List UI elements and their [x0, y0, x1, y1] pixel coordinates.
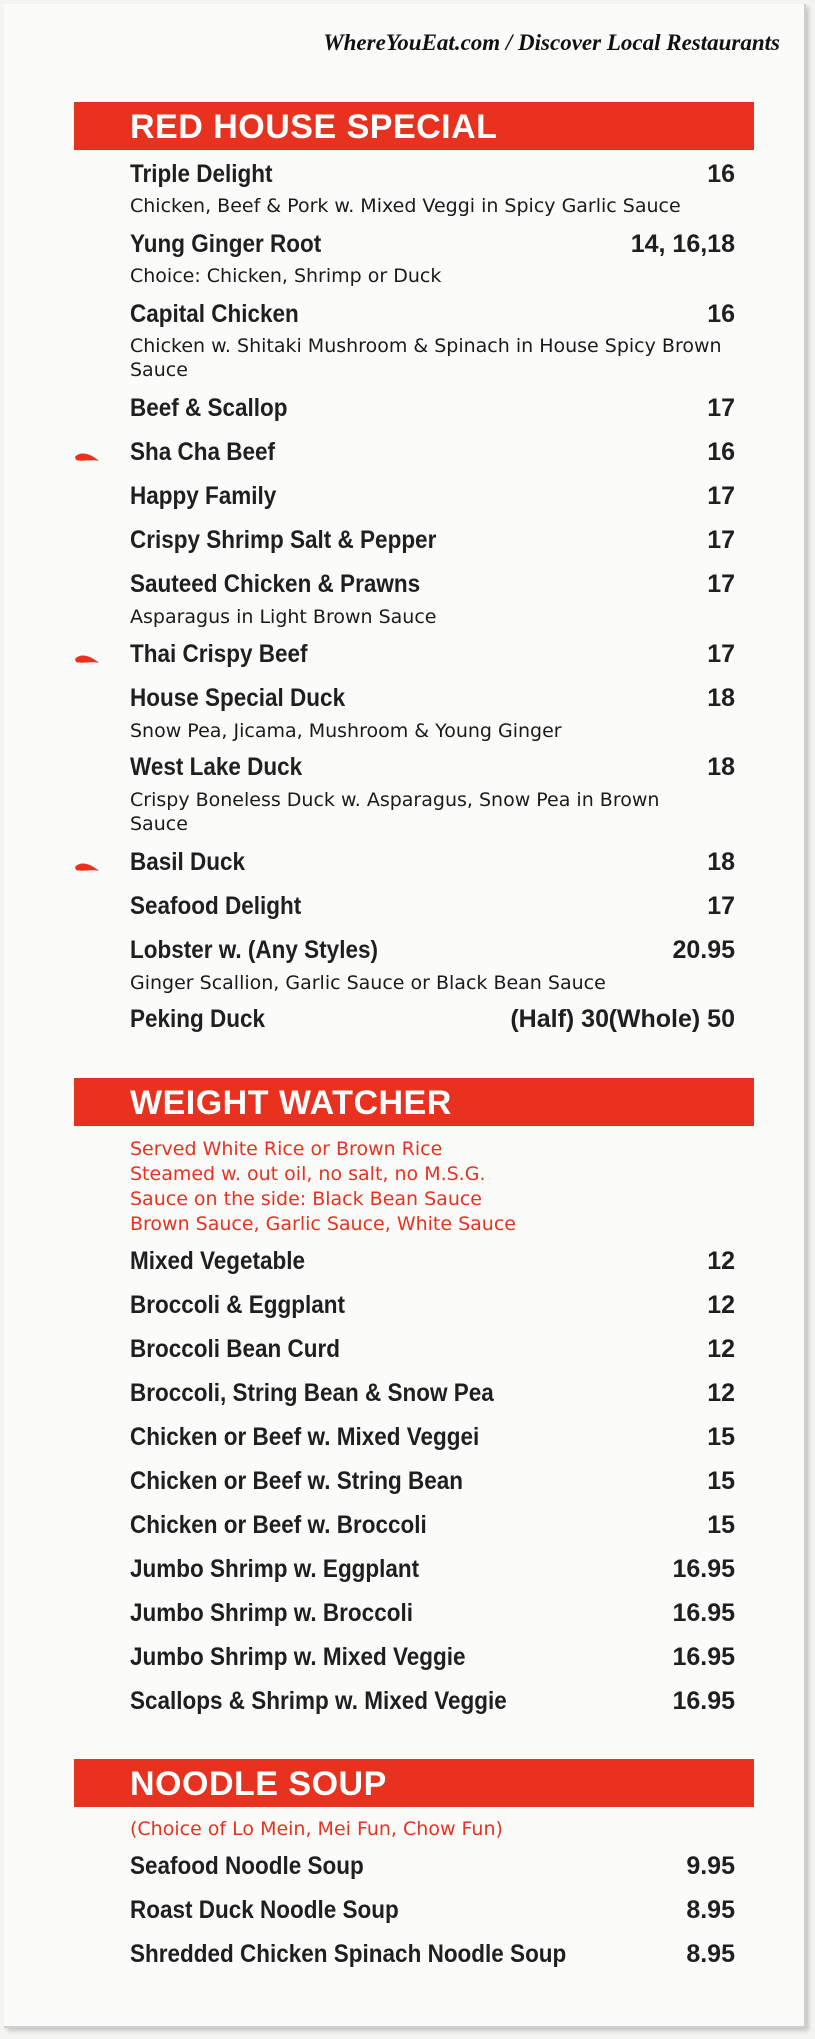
hot-pepper-icon	[74, 452, 100, 464]
item-name: Chicken or Beef w. String Bean	[130, 1467, 463, 1495]
menu-item-yung-ginger-root	[130, 230, 735, 259]
item-price: 20.95	[672, 936, 735, 964]
item-price: 16.95	[672, 1599, 735, 1627]
item-description: Ginger Scallion, Garlic Sauce or Black Bean Sauce	[130, 972, 606, 994]
item-price: 15	[707, 1423, 735, 1451]
item-description: Asparagus in Light Brown Sauce	[130, 606, 437, 628]
menu-item-peking-duck	[130, 1005, 735, 1034]
menu-item-lobster	[130, 936, 735, 965]
menu-item-chicken-beef-broccoli	[130, 1511, 735, 1540]
item-name: Chicken or Beef w. Mixed Veggei	[130, 1423, 480, 1451]
item-description: Snow Pea, Jicama, Mushroom & Young Ginger	[130, 720, 562, 742]
item-price: 17	[707, 526, 735, 554]
menu-item-west-lake-duck	[130, 753, 735, 782]
item-name: Broccoli Bean Curd	[130, 1335, 341, 1363]
item-name: Thai Crispy Beef	[130, 640, 308, 668]
item-price: 16.95	[672, 1687, 735, 1715]
item-price: 12	[707, 1247, 735, 1275]
item-name: Shredded Chicken Spinach Noodle Soup	[130, 1940, 567, 1968]
item-name: Capital Chicken	[130, 300, 299, 328]
menu-item-sha-cha-beef	[130, 438, 735, 467]
menu-item-chicken-beef-mixed	[130, 1423, 735, 1452]
item-price-half: (Half) 30	[510, 1005, 609, 1033]
item-description: Chicken w. Shitaki Mushroom & Spinach in House Spicy Brown Sauce	[130, 335, 722, 381]
item-name: Seafood Noodle Soup	[130, 1852, 364, 1880]
section-title: NOODLE SOUP	[130, 1765, 387, 1803]
item-price: 17	[707, 482, 735, 510]
item-name: Seafood Delight	[130, 892, 302, 920]
item-price-whole: (Whole) 50	[608, 1005, 735, 1033]
item-price: 16	[707, 300, 735, 328]
item-price: 8.95	[686, 1896, 735, 1924]
item-name: Beef & Scallop	[130, 394, 288, 422]
hot-pepper-icon	[74, 862, 100, 874]
item-price: 12	[707, 1379, 735, 1407]
weight-watcher-note: Steamed w. out oil, no salt, no M.S.G.	[130, 1163, 486, 1185]
menu-item-roast-duck-noodle-soup	[130, 1896, 735, 1925]
section-title: WEIGHT WATCHER	[130, 1084, 452, 1122]
section-header-red-house-special	[74, 102, 754, 150]
weight-watcher-note: Served White Rice or Brown Rice	[130, 1138, 443, 1160]
item-name: Jumbo Shrimp w. Broccoli	[130, 1599, 413, 1627]
menu-item-sauteed-chicken-prawns	[130, 570, 735, 599]
item-price: 16.95	[672, 1555, 735, 1583]
item-name: Happy Family	[130, 482, 277, 510]
menu-item-shredded-chicken-noodle-soup	[130, 1940, 735, 1969]
item-price: 18	[707, 684, 735, 712]
weight-watcher-note: Brown Sauce, Garlic Sauce, White Sauce	[130, 1213, 516, 1235]
weight-watcher-note: Sauce on the side: Black Bean Sauce	[130, 1188, 482, 1210]
menu-item-crispy-shrimp	[130, 526, 735, 555]
menu-page	[4, 4, 806, 2028]
section-header-weight-watcher	[74, 1078, 754, 1126]
menu-item-jumbo-shrimp-broccoli	[130, 1599, 735, 1628]
item-price: 14, 16,18	[630, 230, 735, 258]
menu-item-seafood-noodle-soup	[130, 1852, 735, 1881]
site-header: WhereYouEat.com / Discover Local Restaurants	[323, 30, 780, 55]
menu-item-broccoli-eggplant	[130, 1291, 735, 1320]
item-name: Yung Ginger Root	[130, 230, 322, 258]
menu-item-mixed-vegetable	[130, 1247, 735, 1276]
item-price: 18	[707, 753, 735, 781]
item-name: Chicken or Beef w. Broccoli	[130, 1511, 427, 1539]
item-name: Broccoli & Eggplant	[130, 1291, 346, 1319]
item-name: Basil Duck	[130, 848, 246, 876]
item-price: 17	[707, 892, 735, 920]
menu-item-scallops-shrimp	[130, 1687, 735, 1716]
item-name: Triple Delight	[130, 160, 273, 188]
item-name: Sauteed Chicken & Prawns	[130, 570, 421, 598]
item-description: Chicken, Beef & Pork w. Mixed Veggi in Spicy Garlic Sauce	[130, 195, 681, 217]
item-name: Crispy Shrimp Salt & Pepper	[130, 526, 437, 554]
menu-item-seafood-delight	[130, 892, 735, 921]
item-price: 16	[707, 438, 735, 466]
item-price: 8.95	[686, 1940, 735, 1968]
item-name: Sha Cha Beef	[130, 438, 276, 466]
item-price: 12	[707, 1335, 735, 1363]
section-header-noodle-soup	[74, 1759, 754, 1807]
item-price: 17	[707, 570, 735, 598]
menu-item-house-special-duck	[130, 684, 735, 713]
item-price: 18	[707, 848, 735, 876]
menu-item-capital-chicken	[130, 300, 735, 329]
item-name: Broccoli, String Bean & Snow Pea	[130, 1379, 494, 1407]
item-name: West Lake Duck	[130, 753, 303, 781]
item-name: Jumbo Shrimp w. Eggplant	[130, 1555, 420, 1583]
item-name: Jumbo Shrimp w. Mixed Veggie	[130, 1643, 466, 1671]
menu-item-basil-duck	[130, 848, 735, 877]
item-name: Mixed Vegetable	[130, 1247, 306, 1275]
item-price: 16	[707, 160, 735, 188]
item-price: 16.95	[672, 1643, 735, 1671]
item-price: 15	[707, 1467, 735, 1495]
item-price: 9.95	[686, 1852, 735, 1880]
item-description: Choice: Chicken, Shrimp or Duck	[130, 265, 442, 287]
menu-item-chicken-beef-string-bean	[130, 1467, 735, 1496]
menu-item-broccoli-bean-curd	[130, 1335, 735, 1364]
item-name: Roast Duck Noodle Soup	[130, 1896, 399, 1924]
noodle-soup-note: (Choice of Lo Mein, Mei Fun, Chow Fun)	[130, 1818, 503, 1840]
section-title: RED HOUSE SPECIAL	[130, 108, 498, 146]
menu-item-triple-delight	[130, 160, 735, 189]
item-price: 17	[707, 640, 735, 668]
item-price: 12	[707, 1291, 735, 1319]
item-price: 17	[707, 394, 735, 422]
item-name: Peking Duck	[130, 1005, 266, 1033]
item-description: Crispy Boneless Duck w. Asparagus, Snow Pea in Brown Sauce	[130, 789, 660, 835]
menu-item-thai-crispy-beef	[130, 640, 735, 669]
item-price: 15	[707, 1511, 735, 1539]
menu-item-beef-scallop	[130, 394, 735, 423]
menu-item-jumbo-shrimp-mixed	[130, 1643, 735, 1672]
menu-item-happy-family	[130, 482, 735, 511]
item-name: Scallops & Shrimp w. Mixed Veggie	[130, 1687, 507, 1715]
menu-item-broccoli-string-bean	[130, 1379, 735, 1408]
hot-pepper-icon	[74, 654, 100, 666]
item-name: Lobster w. (Any Styles)	[130, 936, 378, 964]
item-name: House Special Duck	[130, 684, 346, 712]
menu-item-jumbo-shrimp-eggplant	[130, 1555, 735, 1584]
